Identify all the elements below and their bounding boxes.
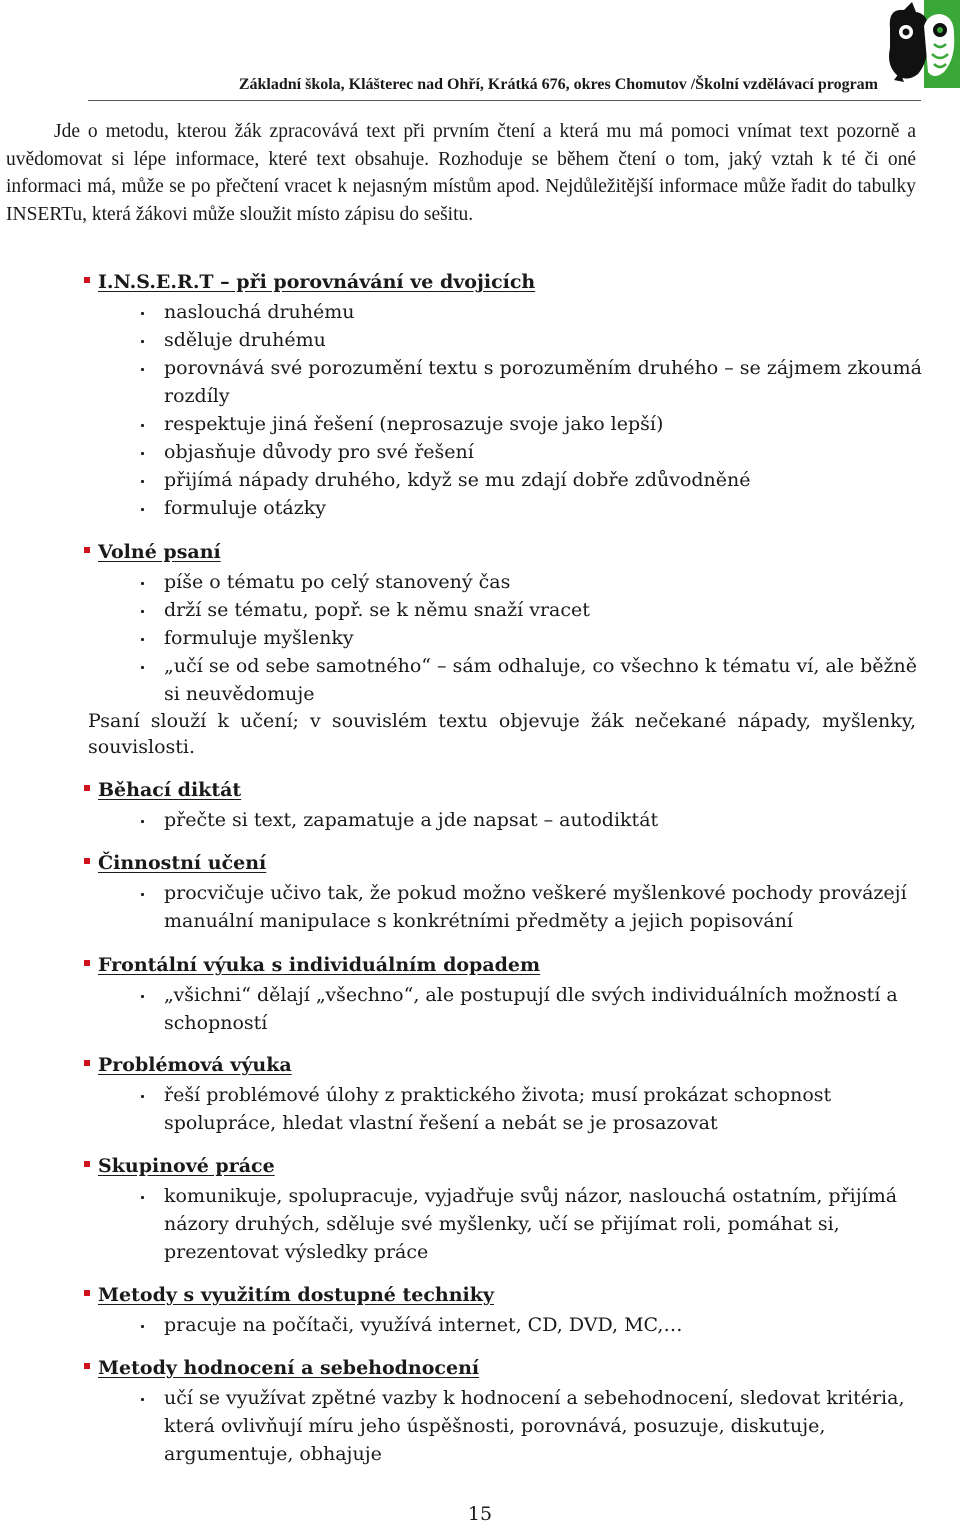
list-item <box>0 410 924 438</box>
list-item-text: objasňuje důvody pro své řešení <box>164 441 474 463</box>
list-item-text: respektuje jiná řešení (neprosazuje svoje jako lepší) <box>164 413 664 435</box>
section-problemova-vyuka <box>0 1053 960 1137</box>
section-skupinove-prace <box>0 1154 960 1266</box>
section-insert <box>0 270 960 522</box>
list-item <box>0 1311 924 1339</box>
list-item-text: pracuje na počítači, využívá internet, CD, DVD, MC,… <box>164 1314 683 1336</box>
list-item <box>0 879 924 935</box>
bullet-dot <box>141 1196 144 1199</box>
bullet-dot <box>141 424 144 427</box>
section-bullet <box>84 547 90 553</box>
section-title: Frontální výuka s individuálním dopadem <box>98 954 541 976</box>
section-list <box>0 568 960 708</box>
section-title: I.N.S.E.R.T – při porovnávání ve dvojicích <box>98 271 536 293</box>
section-metody-hodnoceni <box>0 1356 960 1468</box>
section-bullet <box>84 1161 90 1167</box>
section-title: Skupinové práce <box>98 1155 275 1177</box>
section-title: Metody hodnocení a sebehodnocení <box>98 1357 480 1379</box>
list-item-text: přečte si text, zapamatuje a jde napsat – autodiktát <box>164 809 659 831</box>
bullet-dot <box>141 452 144 455</box>
bullet-dot <box>141 508 144 511</box>
section-title: Činnostní učení <box>98 852 267 874</box>
bullet-dot <box>141 1095 144 1098</box>
list-item <box>0 466 924 494</box>
list-item-text: procvičuje učivo tak, že pokud možno veškeré myšlenkové pochody provázejí manuální manipulace s konkrétními předměty a jejich popisování <box>164 882 907 932</box>
list-item-text: „učí se od sebe samotného“ – sám odhaluje, co všechno k tématu ví, ale běžně si neuvědomuje <box>164 655 918 705</box>
section-metody-technika <box>0 1283 960 1339</box>
section-bullet <box>84 1363 90 1369</box>
list-item <box>0 298 924 326</box>
list-item-text: „všichni“ dělají „všechno“, ale postupují dle svých individuálních možností a schopností <box>164 984 898 1034</box>
bullet-dot <box>141 638 144 641</box>
section-bullet <box>84 960 90 966</box>
section-list <box>0 981 960 1037</box>
bullet-dot <box>141 1398 144 1401</box>
list-item <box>0 438 924 466</box>
section-bullet <box>84 1290 90 1296</box>
section-title: Volné psaní <box>98 541 221 563</box>
section-list <box>0 806 960 834</box>
bullet-dot <box>141 480 144 483</box>
list-item <box>0 1081 924 1137</box>
bullet-dot <box>141 893 144 896</box>
bullet-dot <box>141 995 144 998</box>
list-item-text: porovnává své porozumění textu s porozuměním druhého – se zájmem zkoumá rozdíly <box>164 357 922 407</box>
section-bullet <box>84 785 90 791</box>
bullet-dot <box>141 820 144 823</box>
section-list <box>0 1081 960 1137</box>
section-frontalni-vyuka <box>0 953 960 1037</box>
list-item-text: naslouchá druhému <box>164 301 355 323</box>
section-list <box>0 298 960 522</box>
bullet-dot <box>141 666 144 669</box>
intro-paragraph: Jde o metodu, kterou žák zpracovává text při prvním čtení a která mu má pomoci vnímat text pozorně a uvědomovat si lépe informace, které text obsahuje. Rozhoduje se během čtení o tom, jaký vztah k té či oné informaci má, může se po přečtení vracet k nejasným místům apod. Nejdůležitější informace může řadit do tabulky INSERTu, která žákovi může sloužit místo zápisu do sešitu. <box>6 121 916 225</box>
section-list <box>0 1311 960 1339</box>
header-rule <box>88 100 921 101</box>
list-item-text: přijímá nápady druhého, když se mu zdají dobře zdůvodněné <box>164 469 751 491</box>
page-number: 15 <box>467 1503 493 1525</box>
list-item <box>0 806 924 834</box>
owl-logo-icon <box>884 0 960 88</box>
list-item-text: formuluje myšlenky <box>164 627 354 649</box>
section-title: Běhací diktát <box>98 779 242 801</box>
section-volne-psani <box>0 540 960 708</box>
section-cinnostni-uceni <box>0 851 960 935</box>
list-item <box>0 596 924 624</box>
section-title: Metody s využitím dostupné techniky <box>98 1284 494 1306</box>
section-list <box>0 1384 960 1468</box>
list-item-text: píše o tématu po celý stanovený čas <box>164 571 511 593</box>
bullet-dot <box>141 1325 144 1328</box>
list-item-text: řeší problémové úlohy z praktického života; musí prokázat schopnost spolupráce, hledat vlastní řešení a nebát se je prosazovat <box>164 1084 832 1134</box>
list-item-text: formuluje otázky <box>164 497 326 519</box>
section-list <box>0 879 960 935</box>
bullet-dot <box>141 340 144 343</box>
section-title: Problémová výuka <box>98 1054 292 1076</box>
section-list <box>0 1182 960 1266</box>
bullet-dot <box>141 610 144 613</box>
list-item-text: učí se využívat zpětné vazby k hodnocení a sebehodnocení, sledovat kritéria, která ovlivňují míru jeho úspěšnosti, porovnává, posuzuje, diskutuje, argumentuje, obhajuje <box>164 1387 905 1465</box>
page-header: Základní škola, Klášterec nad Ohří, Krátká 676, okres Chomutov /Školní vzdělávací program <box>238 76 878 93</box>
list-item <box>0 326 924 354</box>
bullet-dot <box>141 312 144 315</box>
section-bullet <box>84 858 90 864</box>
section-bullet <box>84 1060 90 1066</box>
list-item <box>0 1182 924 1266</box>
list-item <box>0 354 924 410</box>
bullet-dot <box>141 582 144 585</box>
intro-text <box>6 118 916 228</box>
list-item-text: drží se tématu, popř. se k němu snaží vracet <box>164 599 590 621</box>
section-behaci-diktat <box>0 778 960 834</box>
list-item <box>0 624 924 652</box>
section-note: Psaní slouží k učení; v souvislém textu objevuje žák nečekané nápady, myšlenky, souvislosti. <box>88 710 916 758</box>
list-item <box>0 568 924 596</box>
list-item <box>0 981 924 1037</box>
list-item <box>0 652 924 708</box>
list-item <box>0 1384 924 1468</box>
bullet-dot <box>141 368 144 371</box>
list-item-text: komunikuje, spolupracuje, vyjadřuje svůj názor, naslouchá ostatním, přijímá názory druhých, sděluje své myšlenky, učí se přijímat roli, pomáhat si, prezentovat výsledky práce <box>164 1185 898 1263</box>
section-bullet <box>84 277 90 283</box>
list-item <box>0 494 924 522</box>
list-item-text: sděluje druhému <box>164 329 326 351</box>
